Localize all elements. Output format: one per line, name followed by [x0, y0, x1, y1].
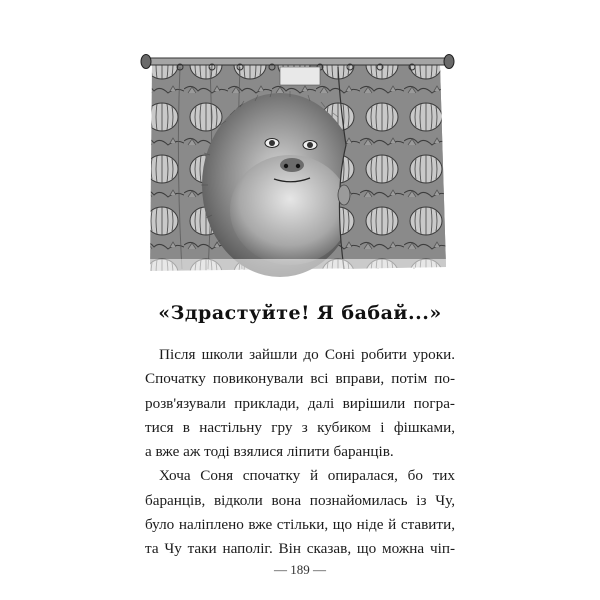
text-line: та Чу таки наполіг. Він сказав, що можна чіп- [145, 540, 455, 558]
text-line: тися в настільну гру з кубиком і фішками, [145, 418, 455, 436]
text-line: розв'язували приклади, далі вирішили погра- [145, 394, 455, 412]
text-line: а вже аж тоді взялися ліпити баранців. [145, 443, 394, 461]
text-line: Після школи зайшли до Соні робити уроки. [159, 346, 455, 363]
chapter-title: «Здрастуйте! Я бабай...» [158, 302, 442, 324]
text-line: було наліплено вже стільки, що ніде й ставити, [145, 516, 455, 534]
curtain-creature-illustration-icon [140, 45, 456, 277]
body-text [145, 343, 455, 562]
page-number: — 189 — [274, 562, 326, 577]
text-line: Хоча Соня спочатку й опиралася, бо тих [159, 467, 455, 485]
text-line: баранців, відколи вона познайомилась із Чу, [145, 491, 455, 509]
text-line: Спочатку повиконували всі вправи, потім по- [145, 370, 455, 388]
chapter-illustration [140, 45, 456, 277]
